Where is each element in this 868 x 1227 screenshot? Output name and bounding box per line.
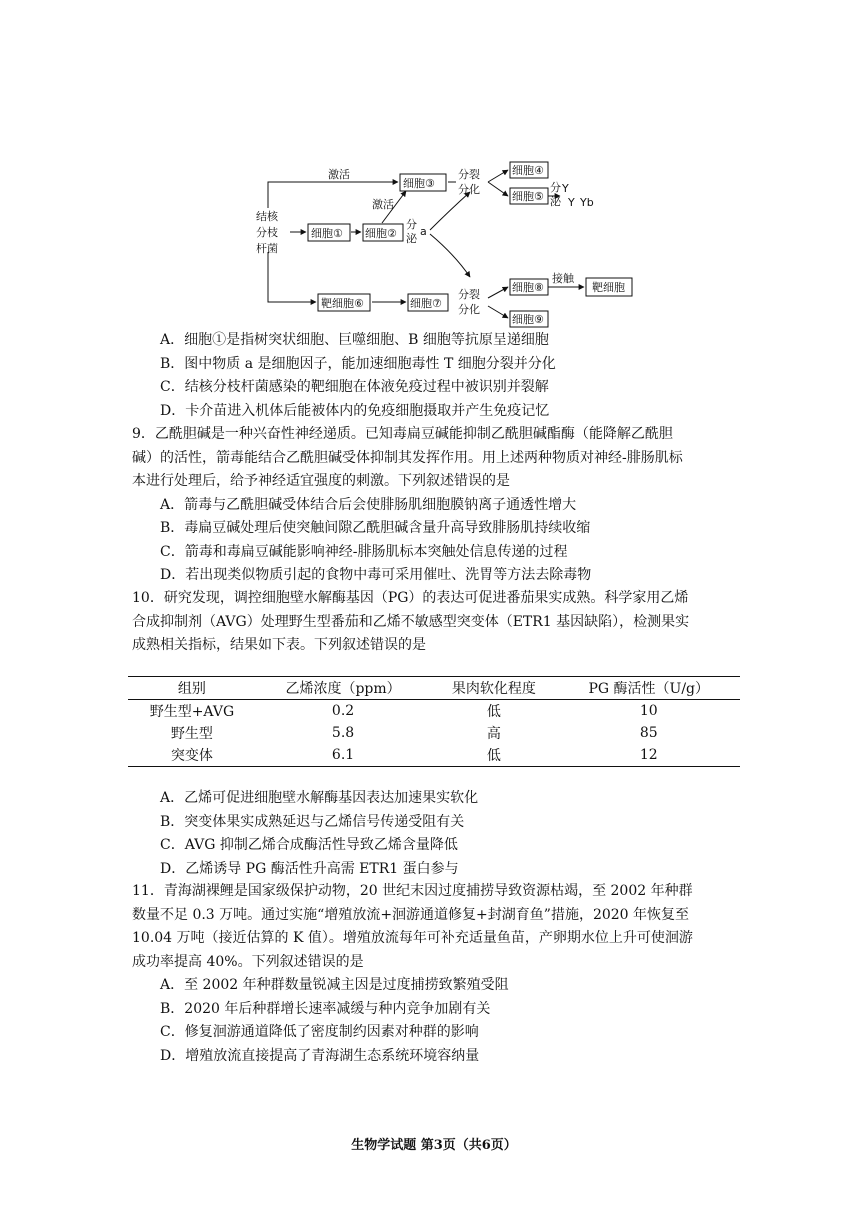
split-bottom-label-2: 分化 [458,303,480,316]
table-header-row [128,677,740,700]
q8-option-d: D．卡介苗进入机体后能被体内的免疫细胞摄取并产生免疫记忆 [160,402,550,419]
cell-group: 野生型 [170,726,213,742]
col-header-softening: 果肉软化程度 [430,677,557,700]
q10-option-b: B．突变体果实成熟延迟与乙烯信号传递受阻有关 [160,813,465,830]
table-row [128,722,740,744]
page-footer: 生物学试题 第3页（共6页） [351,1138,517,1153]
cell-3-label: 细胞③ [403,177,435,190]
activate-top-label: 激活 [328,168,350,181]
q11-option-a: A．至 2002 年种群数量锐减主因是过度捕捞致繁殖受阻 [160,977,509,993]
target-cell-6-label: 靶细胞⑥ [321,297,364,310]
q11-stem-line-2: 数量不足 0.3 万吨。通过实施“增殖放流+洄游通道修复+封湖育鱼”措施，2020 年恢复至 [132,906,690,923]
cell-pg: 10 [639,703,658,719]
q8-options [132,329,737,423]
contact-label: 接触 [552,272,574,285]
table-row [128,744,740,767]
q10-options [132,787,737,881]
cell-2-label: 细胞② [365,227,397,240]
q11-option-c: C．修复洄游通道降低了密度制约因素对种群的影响 [160,1024,479,1040]
source-label-1: 结核 [256,210,278,223]
cell-7-label: 细胞⑦ [410,297,442,310]
q11-option-d: D．增殖放流直接提高了青海湖生态系统环境容纳量 [160,1047,480,1064]
target-cell-label: 靶细胞 [592,281,625,294]
q8-option-b: B．图中物质 a 是细胞因子，能加速细胞毒性 T 细胞分裂并分化 [160,355,556,372]
question-10 [132,587,737,658]
secrete-b-label-2: 泌 [550,195,561,208]
substance-a-label: a [420,225,427,238]
secrete-a-label-2: 泌 [406,232,417,245]
col-header-pg-activity: PG 酶活性（U/g） [557,677,740,700]
source-label-2: 分枝 [256,226,278,239]
table-row [128,700,740,723]
q11-stem-line-3: 10.04 万吨（接近估算的 K 值）。增殖放流每年可补充适量鱼苗，产卵期水位上升可使洄游 [132,930,693,946]
cell-4-label: 细胞④ [512,164,544,177]
col-header-ethylene: 乙烯浓度（ppm） [256,677,430,700]
q9-option-a: A．箭毒与乙酰胆碱受体结合后会使腓肠肌细胞膜钠离子通透性增大 [160,496,577,513]
activate-mid-label: 激活 [372,198,394,211]
cell-ethylene: 5.8 [331,725,355,741]
q11-stem-line-1: 11．青海湖裸鲤是国家级保护动物，20 世纪末因过度捕捞导致资源枯竭，至 2002 年种群 [132,883,693,899]
split-bottom-label-1: 分裂 [458,288,480,301]
secrete-b-label-1: 分 [550,181,561,194]
cell-pg: 85 [639,725,658,741]
split-top-label-2: 分化 [458,183,480,196]
q9-option-c: C．箭毒和毒扁豆碱能影响神经-腓肠肌标本突触处信息传递的过程 [160,543,568,560]
q10-stem-line-2: 合成抑制剂（AVG）处理野生型番茄和乙烯不敏感型突变体（ETR1 基因缺陷），检测果实 [132,613,690,630]
q10-option-c: C．AVG 抑制乙烯合成酶活性导致乙烯含量降低 [160,837,458,853]
cell-group: 野生型+AVG [149,704,235,720]
q9-option-d: D．若出现类似物质引起的食物中毒可采用催吐、洗胃等方法去除毒物 [160,567,592,583]
q10-stem-line-1: 10．研究发现，调控细胞壁水解酶基因（PG）的表达可促进番茄果实成熟。科学家用乙烯 [132,590,689,606]
cell-ethylene: 0.2 [331,703,355,719]
q8-option-c: C．结核分枝杆菌感染的靶细胞在体液免疫过程中被识别并裂解 [160,379,549,395]
q8-option-a: A．细胞①是指树突状细胞、巨噬细胞、B 细胞等抗原呈递细胞 [160,332,549,348]
cell-8-label: 细胞⑧ [512,281,544,294]
q10-option-a: A．乙烯可促进细胞壁水解酶基因表达加速果实软化 [160,790,479,806]
cell-1-label: 细胞① [311,227,343,240]
q9-stem-line-1: 9．乙酰胆碱是一种兴奋性神经递质。已知毒扁豆碱能抑制乙酰胆碱酯酶（能降解乙酰胆 [132,426,673,442]
cell-group: 突变体 [128,744,256,767]
cell-pg: 12 [557,744,740,767]
q10-option-d: D．乙烯诱导 PG 酶活性升高需 ETR1 蛋白参与 [160,860,459,877]
question-11 [132,880,737,1068]
q9-stem-line-2: 碱）的活性，箭毒能结合乙酰胆碱受体抑制其发挥作用。用上述两种物质对神经-腓肠肌标 [132,449,683,466]
antibody-y-label-2: Y [568,196,575,209]
antibody-y-label: Y [562,182,569,195]
col-header-group: 组别 [128,677,256,700]
immune-response-diagram [250,160,650,330]
cell-softening: 低 [486,704,501,720]
question-9 [132,423,737,588]
q11-option-b: B．2020 年后种群增长速率减缓与种内竞争加剧有关 [160,1000,491,1017]
cell-5-label: 细胞⑤ [512,190,544,203]
q9-option-b: B．毒扁豆碱处理后使突触间隙乙酰胆碱含量升高导致腓肠肌持续收缩 [160,520,591,536]
split-top-label-1: 分裂 [458,168,480,181]
cell-ethylene: 6.1 [256,744,430,767]
antibody-yb-label: Yb [580,196,594,209]
q10-stem-line-3: 成熟相关指标，结果如下表。下列叙述错误的是 [132,637,426,653]
secrete-a-label-1: 分 [406,218,417,231]
q9-stem-line-3: 本进行处理后，给予神经适宜强度的刺激。下列叙述错误的是 [132,473,510,489]
q11-stem-line-4: 成功率提高 40%。下列叙述错误的是 [132,953,364,970]
q10-results-table [128,676,740,767]
cell-softening: 低 [430,744,557,767]
cell-9-label: 细胞⑨ [512,313,544,326]
cell-softening: 高 [486,726,501,742]
source-label-3: 杆菌 [256,242,278,255]
